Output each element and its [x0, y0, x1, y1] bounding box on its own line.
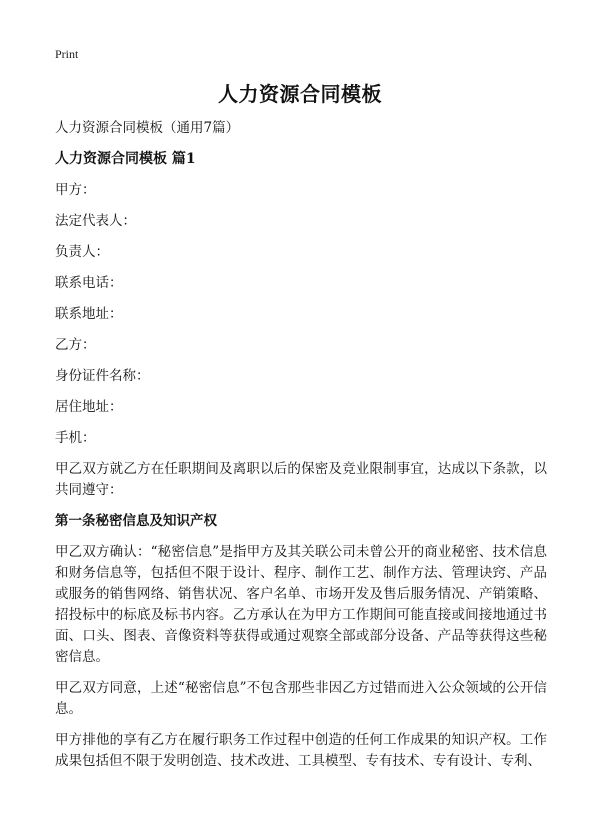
field-address: 联系地址： [55, 306, 123, 322]
field-residence: 居住地址： [55, 399, 123, 415]
intro-paragraph: 甲乙双方就乙方在任职期间及离职以后的保密及竞业限制事宜，达成以下条款，以共同遵守： [55, 461, 547, 498]
field-mobile: 手机： [55, 430, 96, 446]
document-body [55, 118, 547, 782]
article-heading: 第一条秘密信息及知识产权 [55, 513, 217, 529]
field-phone: 联系电话： [55, 275, 123, 291]
print-link[interactable]: Print [55, 47, 79, 61]
field-party-b: 乙方： [55, 337, 96, 353]
paragraph: 甲乙双方同意，上述“秘密信息”不包含那些非因乙方过错而进入公众领域的公开信息。 [55, 680, 547, 717]
field-id-type: 身份证件名称： [55, 368, 150, 384]
field-legal-representative: 法定代表人： [55, 213, 136, 229]
field-party-a: 甲方： [55, 182, 96, 198]
page-title: 人力资源合同模板 [218, 82, 382, 106]
paragraph: 甲方排他的享有乙方在履行职务工作过程中创造的任何工作成果的知识产权。工作成果包括但不限于发明创造、技术改进、工具模型、专有技术、专有设计、专利、 [55, 732, 547, 769]
document-subtitle: 人力资源合同模板（通用7篇） [55, 120, 240, 136]
section-heading: 人力资源合同模板 篇1 [55, 151, 196, 167]
paragraph: 甲乙双方确认：“秘密信息”是指甲方及其关联公司未曾公开的商业秘密、技术信息和财务信息等，包括但不限于设计、程序、制作工艺、制作方法、管理诀窍、产品或服务的销售网络、销售状况、客户名单、市场开发及售后服务情况、产销策略、招投标中的标底及标书内容。乙方承认在为甲方工作期间可能直接或间接地通过书面、口头、图表、音像资料等获得或通过观察全部或部分设备、产品等获得这些秘密信息。 [55, 544, 547, 665]
field-person-in-charge: 负责人： [55, 244, 109, 260]
